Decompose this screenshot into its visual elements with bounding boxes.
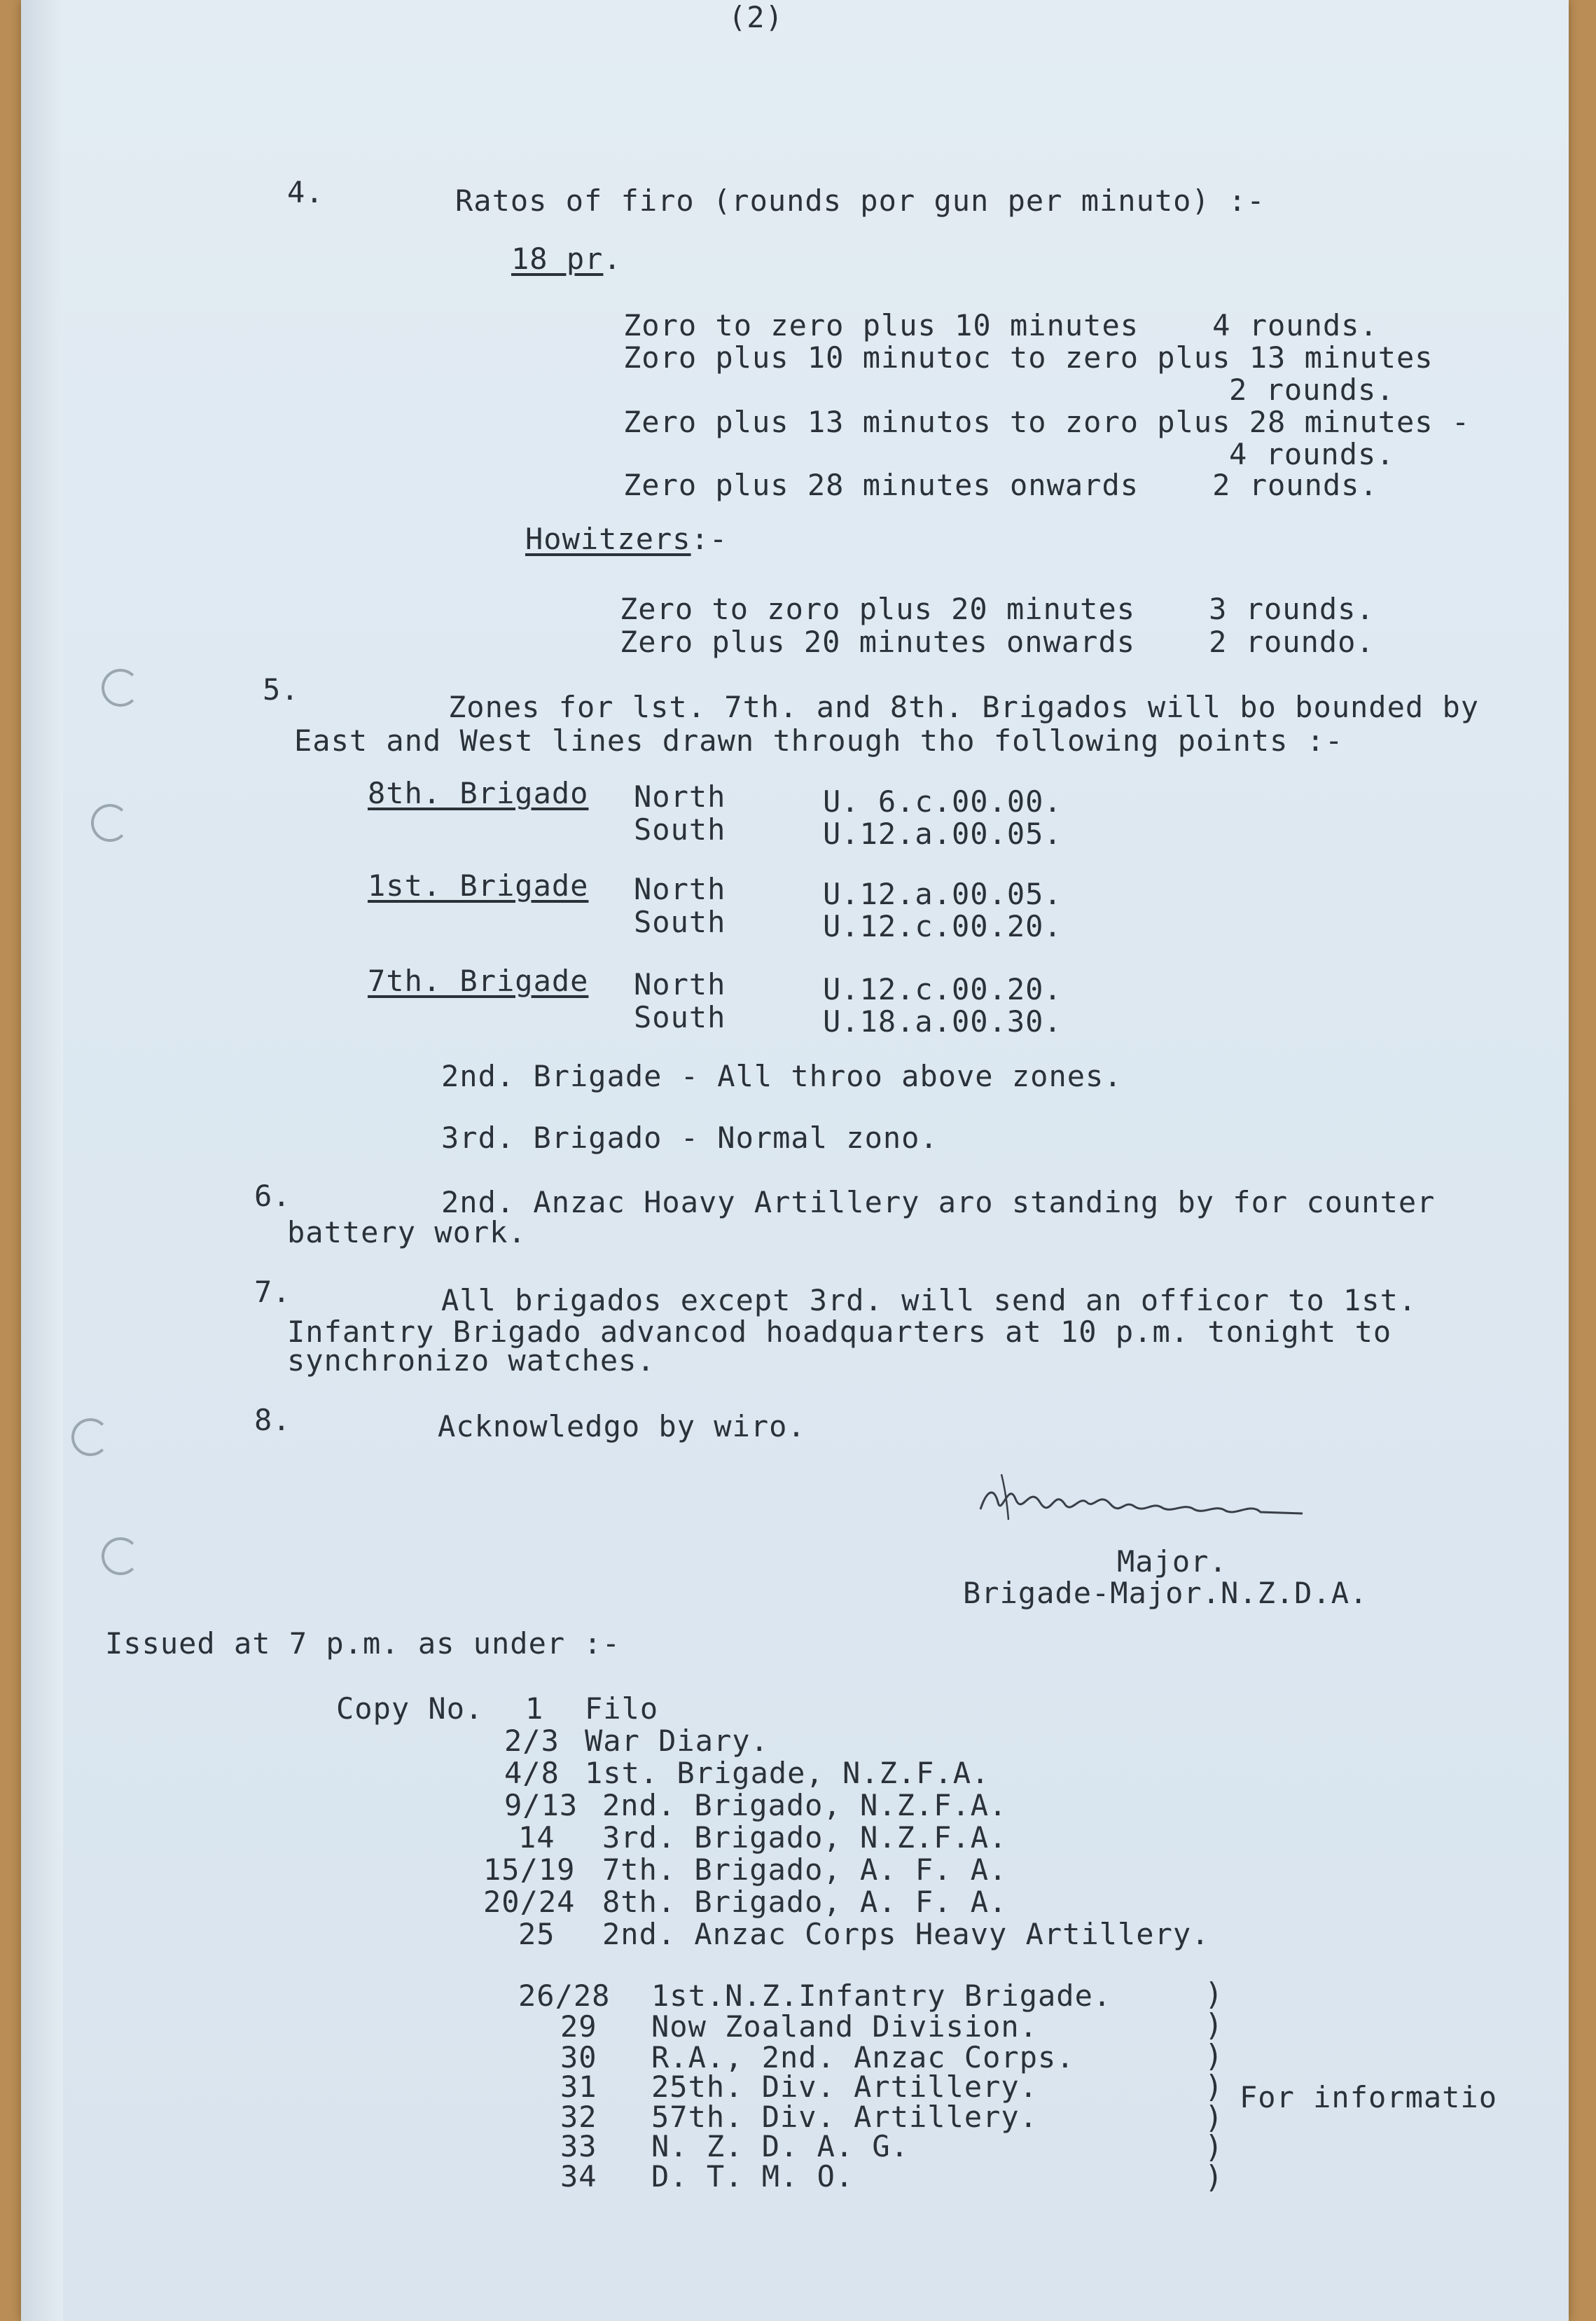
para-6-line: 2nd. Anzac Hoavy Artillery aro standing by for counter: [441, 1185, 1436, 1219]
zone-south-ref: U.18.a.00.30.: [823, 1004, 1062, 1039]
info-copy-number: 26/28: [518, 1979, 611, 2013]
copy-recipient: 2nd. Brigado, N.Z.F.A.: [602, 1788, 1008, 1822]
para-6-number: 6.: [254, 1179, 291, 1213]
brace-mark: ): [1205, 2100, 1223, 2135]
brigade-8-label: 8th. Brigado: [368, 776, 589, 810]
zone-south-label: South: [634, 812, 726, 847]
brace-mark: ): [1205, 2069, 1223, 2105]
copy-number: 14: [518, 1820, 555, 1855]
gun-18pr-heading: 18 pr.: [511, 242, 622, 276]
zone-north-label: North: [634, 872, 726, 906]
copy-recipient: 7th. Brigado, A. F. A.: [602, 1852, 1008, 1887]
brigade-7-label: 7th. Brigade: [368, 964, 589, 998]
info-copy-recipient: 57th. Div. Artillery.: [651, 2100, 1039, 2134]
rate-line: Zero plus 20 minutes onwards 2 roundo.: [620, 625, 1375, 659]
brigade-2-zone: 2nd. Brigade - All throo above zones.: [441, 1059, 1123, 1093]
para-8-number: 8.: [254, 1403, 291, 1437]
info-copy-number: 33: [560, 2129, 597, 2163]
handwritten-signature: [973, 1460, 1310, 1537]
brace-mark: ): [1205, 2038, 1223, 2074]
zone-north-ref: U. 6.c.00.00.: [823, 784, 1062, 819]
info-copy-number: 32: [560, 2100, 597, 2134]
para-7-line: All brigados except 3rd. will send an officor to 1st.: [441, 1283, 1417, 1317]
copy-recipient: 2nd. Anzac Corps Heavy Artillery.: [602, 1917, 1210, 1951]
copy-number: 20/24: [483, 1885, 576, 1919]
rate-line: 4 rounds.: [1229, 437, 1395, 471]
copy-number: 4/8: [504, 1756, 560, 1790]
zone-south-ref: U.12.a.00.05.: [823, 817, 1062, 851]
signature-rank: Major.: [1117, 1544, 1228, 1579]
document-page: [21, 0, 1569, 2321]
copy-recipient: 3rd. Brigado, N.Z.F.A.: [602, 1820, 1008, 1855]
info-copy-recipient: 1st.N.Z.Infantry Brigade.: [651, 1979, 1112, 2013]
para-6-line: battery work.: [287, 1215, 527, 1249]
rate-line: Zoro plus 10 minutoc to zero plus 13 minutes: [623, 340, 1434, 375]
brace-mark: ): [1205, 2159, 1223, 2195]
para-7-line: Infantry Brigado advancod hoadquarters at 10 p.m. tonight to: [287, 1315, 1392, 1349]
zone-south-label: South: [634, 905, 726, 939]
page-number: (2): [728, 0, 784, 34]
para-7-number: 7.: [254, 1275, 291, 1309]
rate-line: Zero plus 28 minutes onwards 2 rounds.: [623, 468, 1378, 502]
copy-recipient: War Diary.: [585, 1724, 769, 1758]
punch-hole: [71, 1418, 109, 1456]
brace-mark: ): [1205, 2129, 1223, 2165]
copy-number: 9/13: [504, 1788, 578, 1822]
info-copy-number: 30: [560, 2040, 597, 2074]
zone-south-label: South: [634, 1000, 726, 1034]
rate-line: Zoro to zero plus 10 minutes 4 rounds.: [623, 308, 1378, 342]
info-copy-recipient: R.A., 2nd. Anzac Corps.: [651, 2040, 1075, 2074]
for-information-note: For informatio: [1240, 2080, 1498, 2114]
info-copy-recipient: Now Zoaland Division.: [651, 2009, 1039, 2044]
para-8-line: Acknowledgo by wiro.: [438, 1409, 806, 1443]
brace-mark: ): [1205, 1976, 1223, 2012]
copy-recipient: Filo: [585, 1691, 659, 1726]
para-4-number: 4.: [287, 175, 324, 209]
brace-mark: ): [1205, 2007, 1223, 2043]
para-5-line: Zones for lst. 7th. and 8th. Brigados will bo bounded by: [448, 690, 1480, 724]
copy-number: 25: [518, 1917, 555, 1951]
para-7-line: synchronizo watches.: [287, 1343, 655, 1378]
rate-line: Zero plus 13 minutos to zoro plus 28 minutes -: [623, 405, 1471, 439]
howitzers-heading: Howitzers:-: [525, 522, 728, 556]
copy-recipient: 8th. Brigado, A. F. A.: [602, 1885, 1008, 1919]
info-copy-recipient: D. T. M. O.: [651, 2159, 854, 2194]
punch-hole: [91, 804, 129, 842]
info-copy-number: 29: [560, 2009, 597, 2044]
punch-hole: [102, 669, 139, 707]
page-edge: [21, 0, 63, 2321]
zone-north-ref: U.12.c.00.20.: [823, 972, 1062, 1006]
para-5-line: East and West lines drawn through tho following points :-: [294, 723, 1344, 758]
copy-number: 2/3: [504, 1724, 560, 1758]
copy-label: Copy No.: [336, 1691, 484, 1726]
issued-line: Issued at 7 p.m. as under :-: [105, 1626, 621, 1661]
zone-south-ref: U.12.c.00.20.: [823, 909, 1062, 943]
info-copy-recipient: N. Z. D. A. G.: [651, 2129, 910, 2163]
punch-hole: [102, 1537, 139, 1575]
para-5-number: 5.: [263, 672, 300, 707]
info-copy-number: 34: [560, 2159, 597, 2194]
zone-north-label: North: [634, 780, 726, 814]
signature-title: Brigade-Major.N.Z.D.A.: [963, 1576, 1368, 1610]
brigade-3-zone: 3rd. Brigado - Normal zono.: [441, 1121, 938, 1155]
brigade-1-label: 1st. Brigade: [368, 868, 589, 903]
rate-line: 2 rounds.: [1229, 373, 1395, 407]
zone-north-label: North: [634, 967, 726, 1002]
para-4-heading: Ratos of firo (rounds por gun per minuto) :-: [455, 183, 1265, 218]
zone-north-ref: U.12.a.00.05.: [823, 877, 1062, 911]
info-copy-recipient: 25th. Div. Artillery.: [651, 2070, 1039, 2104]
copy-number: 15/19: [483, 1852, 576, 1887]
rate-line: Zero to zoro plus 20 minutes 3 rounds.: [620, 592, 1375, 626]
info-copy-number: 31: [560, 2070, 597, 2104]
copy-recipient: 1st. Brigade, N.Z.F.A.: [585, 1756, 990, 1790]
copy-number: 1: [525, 1691, 544, 1726]
